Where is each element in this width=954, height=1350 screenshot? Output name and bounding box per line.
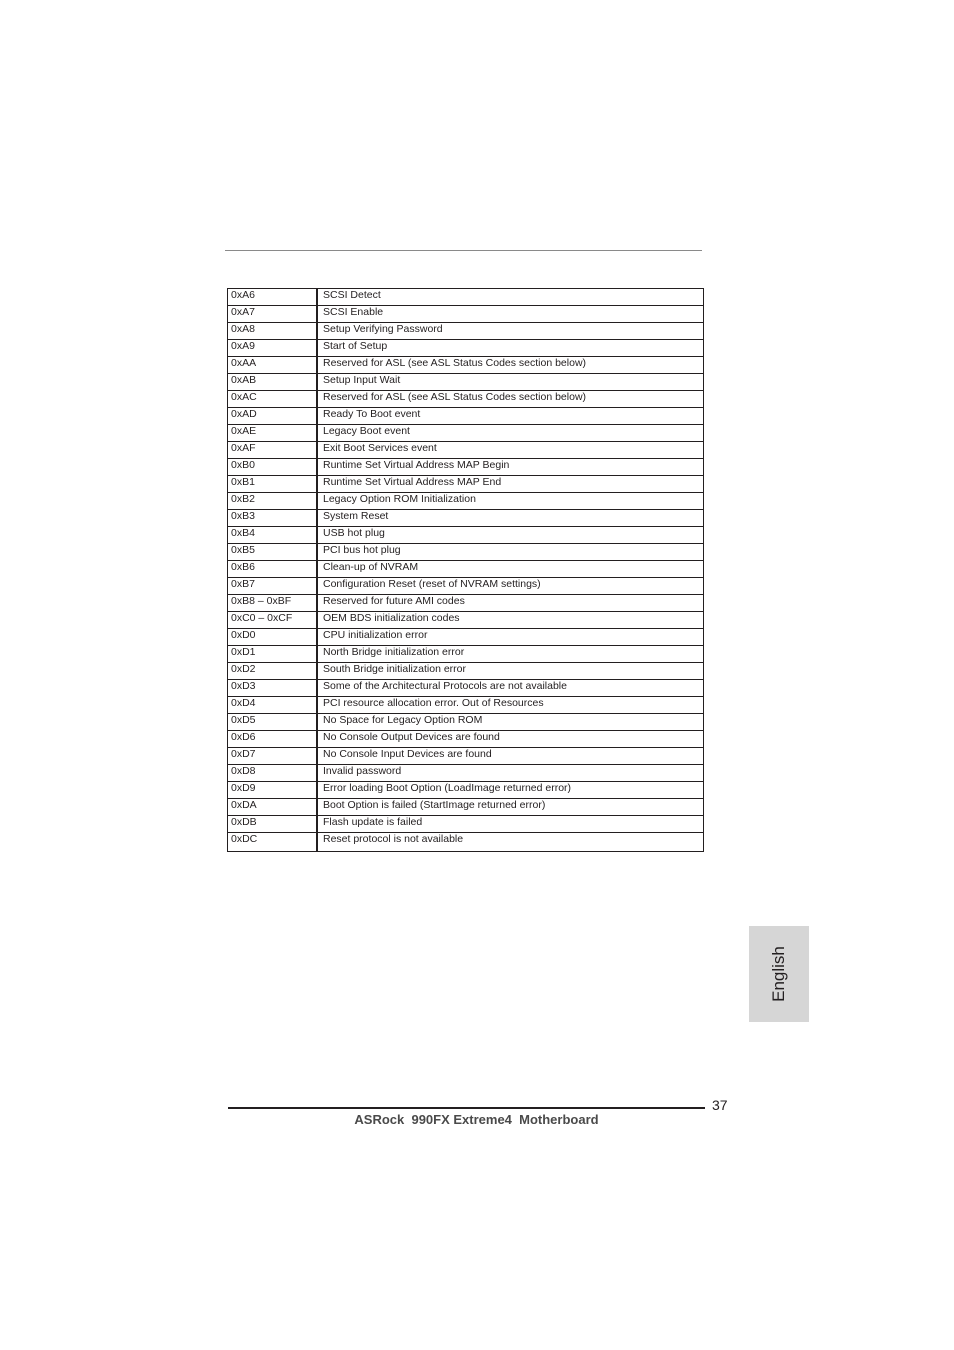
table-row (228, 289, 704, 306)
table-row (228, 578, 704, 595)
code-cell: 0xB7 (228, 578, 318, 595)
table-row (228, 527, 704, 544)
code-cell: 0xB0 (228, 459, 318, 476)
table-row (228, 340, 704, 357)
table-row (228, 544, 704, 561)
code-cell: 0xB4 (228, 527, 318, 544)
description-cell: Reset protocol is not available (317, 833, 704, 852)
description-cell: Reserved for future AMI codes (317, 595, 704, 612)
table-row (228, 731, 704, 748)
description-cell: Clean-up of NVRAM (317, 561, 704, 578)
table-row (228, 833, 704, 852)
description-cell: PCI resource allocation error. Out of Resources (317, 697, 704, 714)
table-row (228, 425, 704, 442)
code-cell: 0xD1 (228, 646, 318, 663)
code-cell: 0xD3 (228, 680, 318, 697)
table-row (228, 816, 704, 833)
code-cell: 0xD0 (228, 629, 318, 646)
code-cell: 0xDC (228, 833, 318, 852)
table-row (228, 612, 704, 629)
page-number: 37 (712, 1097, 728, 1113)
table-row (228, 799, 704, 816)
code-cell: 0xA6 (228, 289, 318, 306)
description-cell: No Console Output Devices are found (317, 731, 704, 748)
top-divider (225, 250, 702, 251)
code-cell: 0xD8 (228, 765, 318, 782)
code-cell: 0xD5 (228, 714, 318, 731)
description-cell: Reserved for ASL (see ASL Status Codes section below) (317, 357, 704, 374)
code-cell: 0xD2 (228, 663, 318, 680)
table-row (228, 476, 704, 493)
description-cell: PCI bus hot plug (317, 544, 704, 561)
code-cell: 0xB1 (228, 476, 318, 493)
table-row (228, 306, 704, 323)
table-row (228, 748, 704, 765)
code-cell: 0xAF (228, 442, 318, 459)
description-cell: Runtime Set Virtual Address MAP End (317, 476, 704, 493)
table-row (228, 459, 704, 476)
table-row (228, 595, 704, 612)
table-row (228, 680, 704, 697)
code-cell: 0xDB (228, 816, 318, 833)
table-row (228, 391, 704, 408)
post-code-table (227, 288, 704, 852)
description-cell: Setup Input Wait (317, 374, 704, 391)
table-row (228, 646, 704, 663)
code-cell: 0xD6 (228, 731, 318, 748)
code-cell: 0xAD (228, 408, 318, 425)
code-cell: 0xAC (228, 391, 318, 408)
table-row (228, 408, 704, 425)
code-cell: 0xB5 (228, 544, 318, 561)
description-cell: Configuration Reset (reset of NVRAM settings) (317, 578, 704, 595)
description-cell: SCSI Enable (317, 306, 704, 323)
code-cell: 0xDA (228, 799, 318, 816)
description-cell: North Bridge initialization error (317, 646, 704, 663)
description-cell: Reserved for ASL (see ASL Status Codes section below) (317, 391, 704, 408)
code-cell: 0xB6 (228, 561, 318, 578)
description-cell: Invalid password (317, 765, 704, 782)
table-row (228, 714, 704, 731)
description-cell: SCSI Detect (317, 289, 704, 306)
description-cell: Legacy Option ROM Initialization (317, 493, 704, 510)
description-cell: Error loading Boot Option (LoadImage returned error) (317, 782, 704, 799)
code-cell: 0xA7 (228, 306, 318, 323)
description-cell: Exit Boot Services event (317, 442, 704, 459)
description-cell: Setup Verifying Password (317, 323, 704, 340)
code-cell: 0xAB (228, 374, 318, 391)
description-cell: Flash update is failed (317, 816, 704, 833)
table-row (228, 493, 704, 510)
table-row (228, 510, 704, 527)
footer-divider (228, 1107, 705, 1109)
code-cell: 0xB2 (228, 493, 318, 510)
description-cell: South Bridge initialization error (317, 663, 704, 680)
code-cell: 0xD9 (228, 782, 318, 799)
language-tab (749, 926, 809, 1022)
table-row (228, 442, 704, 459)
table-row (228, 765, 704, 782)
table-row (228, 782, 704, 799)
table-row (228, 697, 704, 714)
description-cell: OEM BDS initialization codes (317, 612, 704, 629)
description-cell: Some of the Architectural Protocols are not available (317, 680, 704, 697)
description-cell: USB hot plug (317, 527, 704, 544)
table-row (228, 663, 704, 680)
code-cell: 0xA9 (228, 340, 318, 357)
description-cell: System Reset (317, 510, 704, 527)
description-cell: CPU initialization error (317, 629, 704, 646)
description-cell: Runtime Set Virtual Address MAP Begin (317, 459, 704, 476)
description-cell: Start of Setup (317, 340, 704, 357)
language-tab-label: English (769, 946, 788, 1002)
code-cell: 0xAE (228, 425, 318, 442)
table-row (228, 629, 704, 646)
table-row (228, 374, 704, 391)
footer-title: ASRock 990FX Extreme4 Motherboard (354, 1112, 599, 1127)
code-cell: 0xC0 – 0xCF (228, 612, 318, 629)
table-row (228, 561, 704, 578)
code-cell: 0xB3 (228, 510, 318, 527)
description-cell: Ready To Boot event (317, 408, 704, 425)
table-row (228, 323, 704, 340)
table-row (228, 357, 704, 374)
code-cell: 0xAA (228, 357, 318, 374)
code-cell: 0xD7 (228, 748, 318, 765)
code-cell: 0xD4 (228, 697, 318, 714)
description-cell: Legacy Boot event (317, 425, 704, 442)
post-code-table-body (228, 289, 704, 852)
description-cell: No Space for Legacy Option ROM (317, 714, 704, 731)
code-cell: 0xB8 – 0xBF (228, 595, 318, 612)
description-cell: No Console Input Devices are found (317, 748, 704, 765)
code-cell: 0xA8 (228, 323, 318, 340)
description-cell: Boot Option is failed (StartImage returned error) (317, 799, 704, 816)
